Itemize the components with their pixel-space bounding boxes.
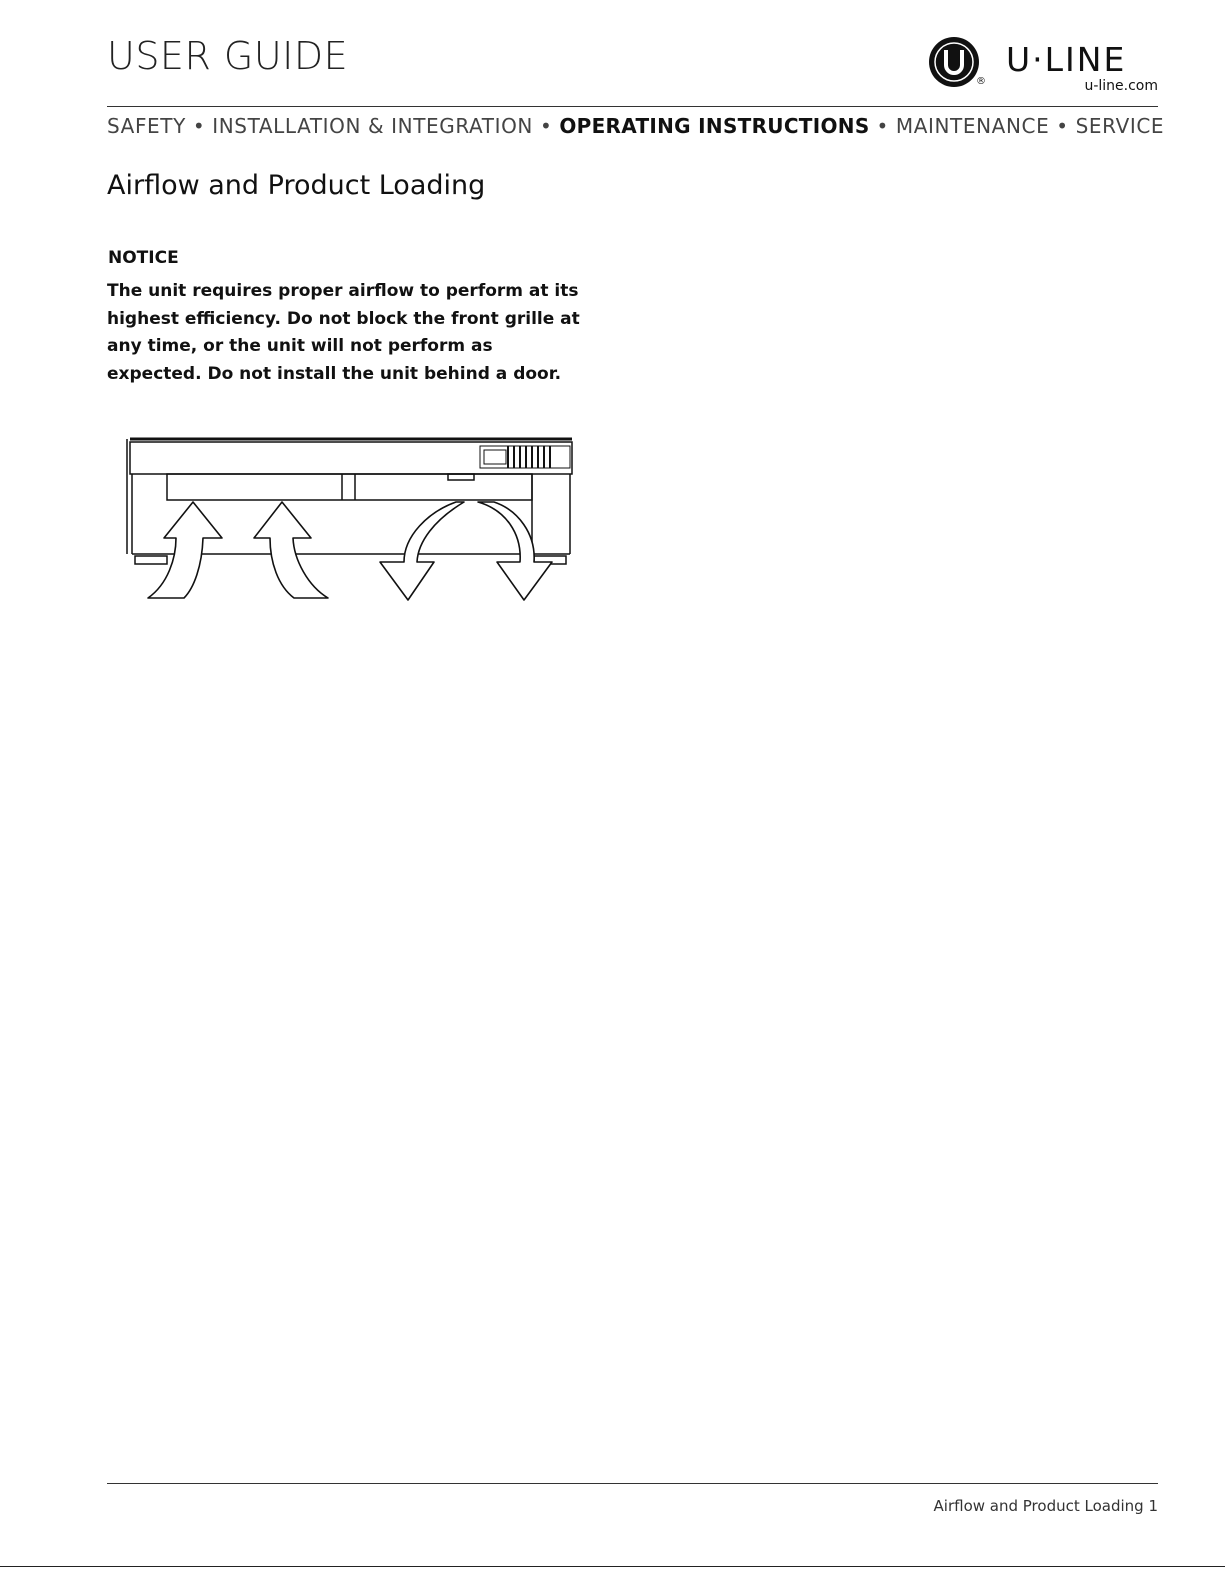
- notice-line: expected. Do not install the unit behind a door.: [107, 363, 562, 384]
- notice-heading: NOTICE: [108, 248, 179, 268]
- page-edge-line: [0, 1566, 1225, 1567]
- nav-item-safety: SAFETY: [107, 114, 186, 138]
- nav-item-operating-instructions: OPERATING INSTRUCTIONS: [559, 114, 870, 138]
- airflow-in-arrow: [254, 502, 328, 598]
- brand-url: u-line.com: [1084, 78, 1158, 94]
- airflow-in-arrow: [148, 502, 222, 598]
- page-footer: Airflow and Product Loading 1: [933, 1497, 1158, 1515]
- brand-wordmark: U·LINE: [1006, 40, 1127, 79]
- nav-separator: •: [185, 114, 213, 138]
- nav-item-service: SERVICE: [1075, 114, 1165, 138]
- section-breadcrumb: [107, 114, 1165, 138]
- footer-divider: [107, 1483, 1158, 1484]
- nav-separator: •: [533, 114, 560, 138]
- nav-item-maintenance: MAINTENANCE: [895, 114, 1050, 138]
- airflow-out-arrow: [478, 502, 552, 600]
- header-divider: [107, 106, 1158, 107]
- notice-body: [107, 278, 607, 388]
- nav-separator: •: [1049, 114, 1076, 138]
- u-line-logo-icon: [928, 36, 980, 88]
- section-title: Airflow and Product Loading: [107, 170, 486, 201]
- registered-mark: ®: [976, 76, 986, 87]
- page-title: USER GUIDE: [107, 34, 349, 78]
- airflow-out-arrow: [380, 502, 464, 600]
- nav-separator: •: [869, 114, 896, 138]
- airflow-diagram: [122, 434, 582, 606]
- brand-logo: [928, 36, 1160, 96]
- notice-line: highest efficiency. Do not block the front grille at: [107, 308, 580, 329]
- notice-line: any time, or the unit will not perform as: [107, 336, 493, 357]
- nav-item-installation: INSTALLATION & INTEGRATION: [212, 114, 533, 138]
- notice-line: The unit requires proper airflow to perform at its: [107, 281, 579, 301]
